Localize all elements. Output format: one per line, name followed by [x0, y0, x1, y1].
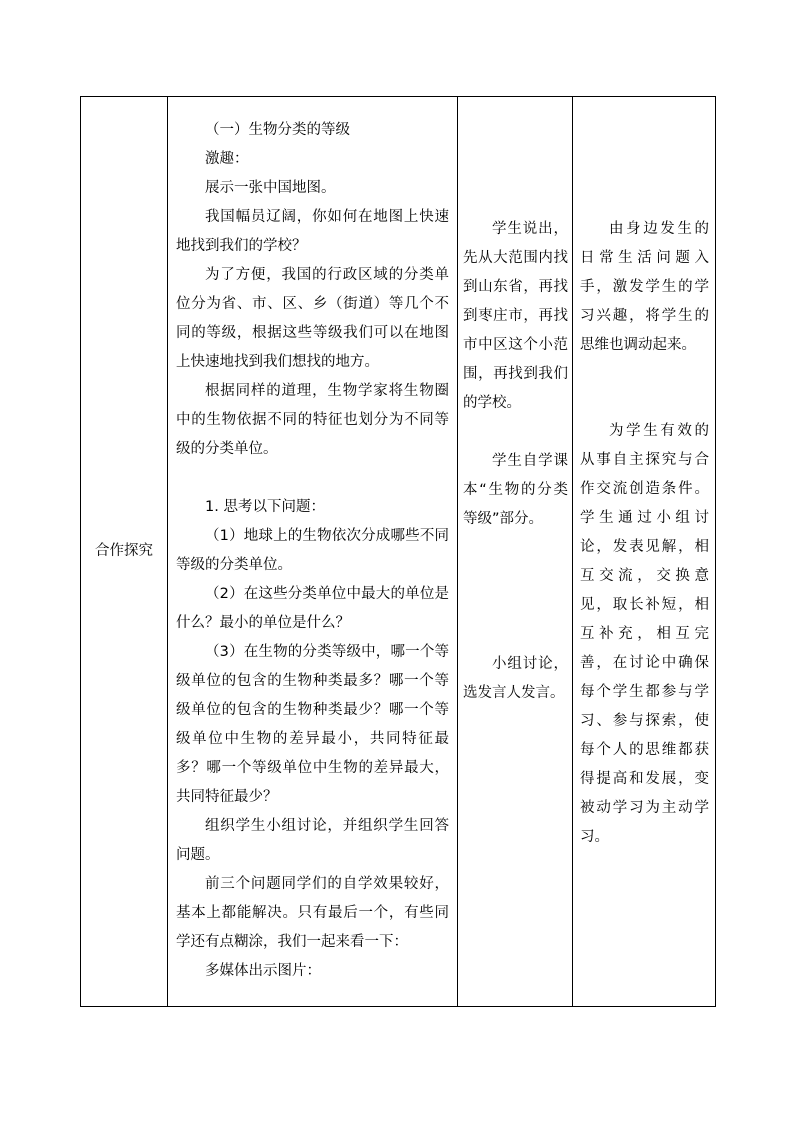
content-paragraph: 我国幅员辽阔，你如何在地图上快速地找到我们的学校？	[176, 209, 449, 254]
content-paragraph: 多媒体出示图片：	[205, 963, 321, 979]
question-3: （3）在生物的分类等级中，哪一个等级单位的包含的生物种类最多？哪一个等级单位的包含的生物种类最少？哪一个等级单位中生物的差异最小，共同特征最多？哪一个等级单位中生物的差异最大，共同特征最少？	[176, 644, 449, 805]
student-activity-1: 学生说出，先从大范围内找到山东省，再找到枣庄市，再找市中区这个小范围，再找到我们的学校。	[463, 221, 568, 411]
content-paragraph: 前三个问题同学们的自学效果较好，基本上都能解决。只有最后一个，有些同学还有点糊涂，我们一起来看一下：	[176, 876, 449, 950]
content-paragraph: 组织学生小组讨论，并组织学生回答问题。	[176, 818, 449, 863]
section-label-cell	[81, 97, 168, 1007]
student-activity-2: 学生自学课本“生物的分类等级”部分。	[463, 453, 568, 527]
lesson-plan-table	[80, 96, 716, 1007]
content-paragraph: 根据同样的道理，生物学家将生物圈中的生物依据不同的特征也划分为不同等级的分类单位。	[176, 383, 449, 457]
teacher-activity-cell	[168, 97, 458, 1007]
question-1: （1）地球上的生物依次分成哪些不同等级的分类单位。	[176, 528, 449, 573]
design-intent-cell	[573, 97, 716, 1007]
content-paragraph: 为了方便，我国的行政区域的分类单位分为省、市、区、乡（街道）等几个不同的等级，根据这些等级我们可以在地图上快速地找到我们想找的地方。	[176, 267, 449, 370]
table-row	[81, 97, 716, 1007]
student-activity-3: 小组讨论，选发言人发言。	[463, 656, 568, 701]
content-paragraph: 激趣：	[205, 151, 249, 167]
section-label: 合作探究	[95, 543, 153, 559]
content-paragraph: 1. 思考以下问题：	[205, 499, 325, 515]
design-intent-2: 为学生有效的从事自主探究与合作交流创造条件。学生通过小组讨论，发表见解，相互交流，交换意见，取长补短，相互补充，相互完善，在讨论中确保每个学生都参与学习、参与探索，使每个人的思维都获得提高和发展，变被动学习为主动学习。	[580, 423, 709, 845]
question-2: （2）在这些分类单位中最大的单位是什么？最小的单位是什么？	[176, 586, 449, 631]
content-paragraph: 展示一张中国地图。	[205, 180, 336, 196]
content-heading: （一）生物分类的等级	[205, 122, 350, 138]
design-intent-1: 由身边发生的日常生活问题入手，激发学生的学习兴趣，将学生的思维也调动起来。	[580, 221, 709, 353]
student-activity-cell	[458, 97, 573, 1007]
